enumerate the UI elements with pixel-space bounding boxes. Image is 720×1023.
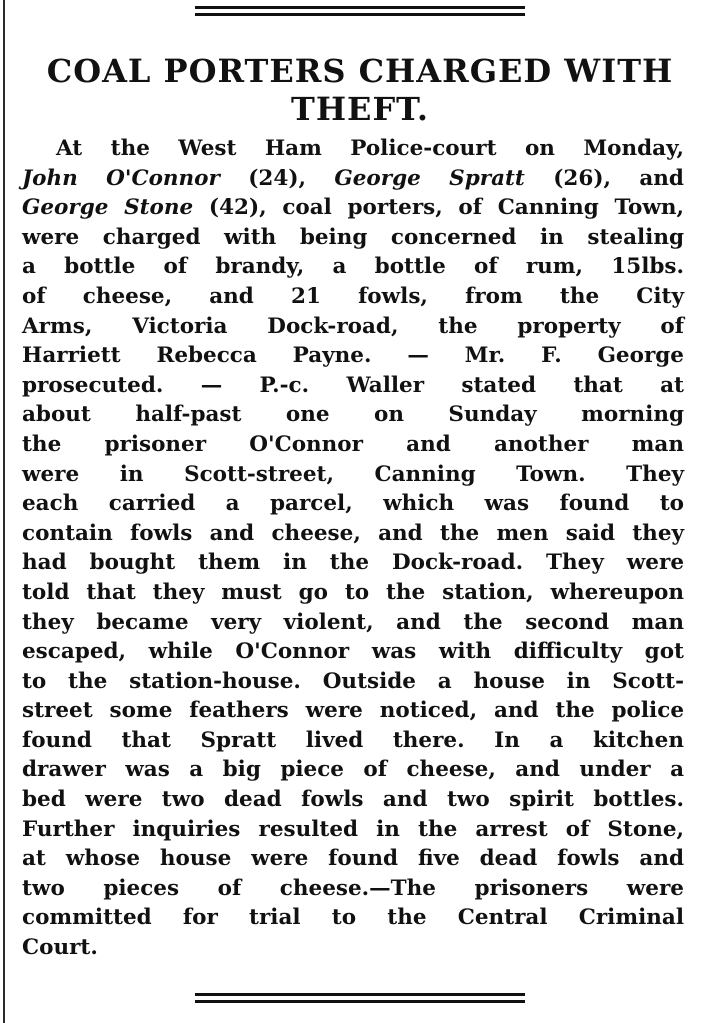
article-line <box>22 933 684 963</box>
article-text: escaped, while O'Connor was with difficulty got <box>22 639 684 665</box>
article-text: Harriett Rebecca Payne. — Mr. F. George <box>22 343 684 369</box>
article-text: prosecuted. — P.-c. Waller stated that at <box>22 372 684 398</box>
article-text: two pieces of cheese.—The prisoners were <box>22 875 684 901</box>
article-text: at whose house were found five dead fowls and <box>22 846 684 872</box>
article-text: a bottle of brandy, a bottle of rum, 15lbs. <box>22 254 684 280</box>
article-line <box>22 164 684 194</box>
column-left-rule <box>3 0 5 1023</box>
bottom-double-rule <box>195 993 525 1003</box>
headline <box>20 52 700 128</box>
article-text: street some feathers were noticed, and the police <box>22 698 684 724</box>
article-line <box>22 312 684 342</box>
article-line <box>22 755 684 785</box>
article-line <box>22 223 684 253</box>
article-line <box>22 460 684 490</box>
article-line <box>22 637 684 667</box>
article-text: the prisoner O'Connor and another man <box>22 431 684 457</box>
top-double-rule <box>195 6 525 16</box>
article-line <box>22 608 684 638</box>
article-text: each carried a parcel, which was found to <box>22 491 684 517</box>
article-line <box>22 844 684 874</box>
article-line <box>22 903 684 933</box>
article-text: to the station-house. Outside a house in Scott- <box>22 668 684 694</box>
article-line <box>22 341 684 371</box>
headline-line-1: COAL PORTERS CHARGED WITH <box>46 52 674 90</box>
article-line <box>22 726 684 756</box>
article-text: of cheese, and 21 fowls, from the City <box>22 283 684 309</box>
article-line <box>22 696 684 726</box>
article-text: (42), coal porters, of Canning Town, <box>193 195 684 221</box>
article-line <box>22 519 684 549</box>
article-text: drawer was a big piece of cheese, and under a <box>22 757 684 783</box>
defendant-name: George Spratt <box>334 165 525 191</box>
article-text: committed for trial to the Central Criminal <box>22 905 684 931</box>
article-line <box>22 134 684 164</box>
article-line <box>22 578 684 608</box>
article-text: At the West Ham Police-court on Monday, <box>56 136 684 161</box>
article-line <box>22 252 684 282</box>
article-text: (26), and <box>524 165 684 191</box>
article-text: contain fowls and cheese, and the men said they <box>22 520 684 546</box>
top-rule-line-2 <box>195 13 525 16</box>
article-text: were in Scott-street, Canning Town. They <box>22 461 684 487</box>
article-text: they became very violent, and the second man <box>22 609 684 635</box>
bottom-rule-line-2 <box>195 1000 525 1003</box>
article-line <box>22 193 684 223</box>
article-text: Arms, Victoria Dock-road, the property of <box>22 313 684 339</box>
article-line <box>22 400 684 430</box>
article-text: had bought them in the Dock-road. They were <box>22 550 684 576</box>
article-text: Court. <box>22 935 98 961</box>
article-text: (24), <box>219 165 335 191</box>
article-body <box>22 134 684 963</box>
headline-line-2: THEFT. <box>291 90 429 128</box>
top-rule-line-1 <box>195 6 525 9</box>
article-text: found that Spratt lived there. In a kitchen <box>22 727 684 753</box>
article-line <box>22 548 684 578</box>
article-line <box>22 815 684 845</box>
article-text: bed were two dead fowls and two spirit bottles. <box>22 787 684 813</box>
bottom-rule-line-1 <box>195 993 525 996</box>
article-text: Further inquiries resulted in the arrest of Stone, <box>22 816 684 842</box>
defendant-name: George Stone <box>22 195 194 221</box>
article-line <box>22 874 684 904</box>
article-line <box>22 489 684 519</box>
article-text: were charged with being concerned in stealing <box>22 224 684 250</box>
article-line <box>22 430 684 460</box>
article-text: about half-past one on Sunday morning <box>22 402 684 428</box>
article-line <box>22 667 684 697</box>
article-text: told that they must go to the station, whereupon <box>22 579 684 605</box>
article-line <box>22 371 684 401</box>
article-line <box>22 282 684 312</box>
article-line <box>22 785 684 815</box>
defendant-name: John O'Connor <box>22 165 220 191</box>
